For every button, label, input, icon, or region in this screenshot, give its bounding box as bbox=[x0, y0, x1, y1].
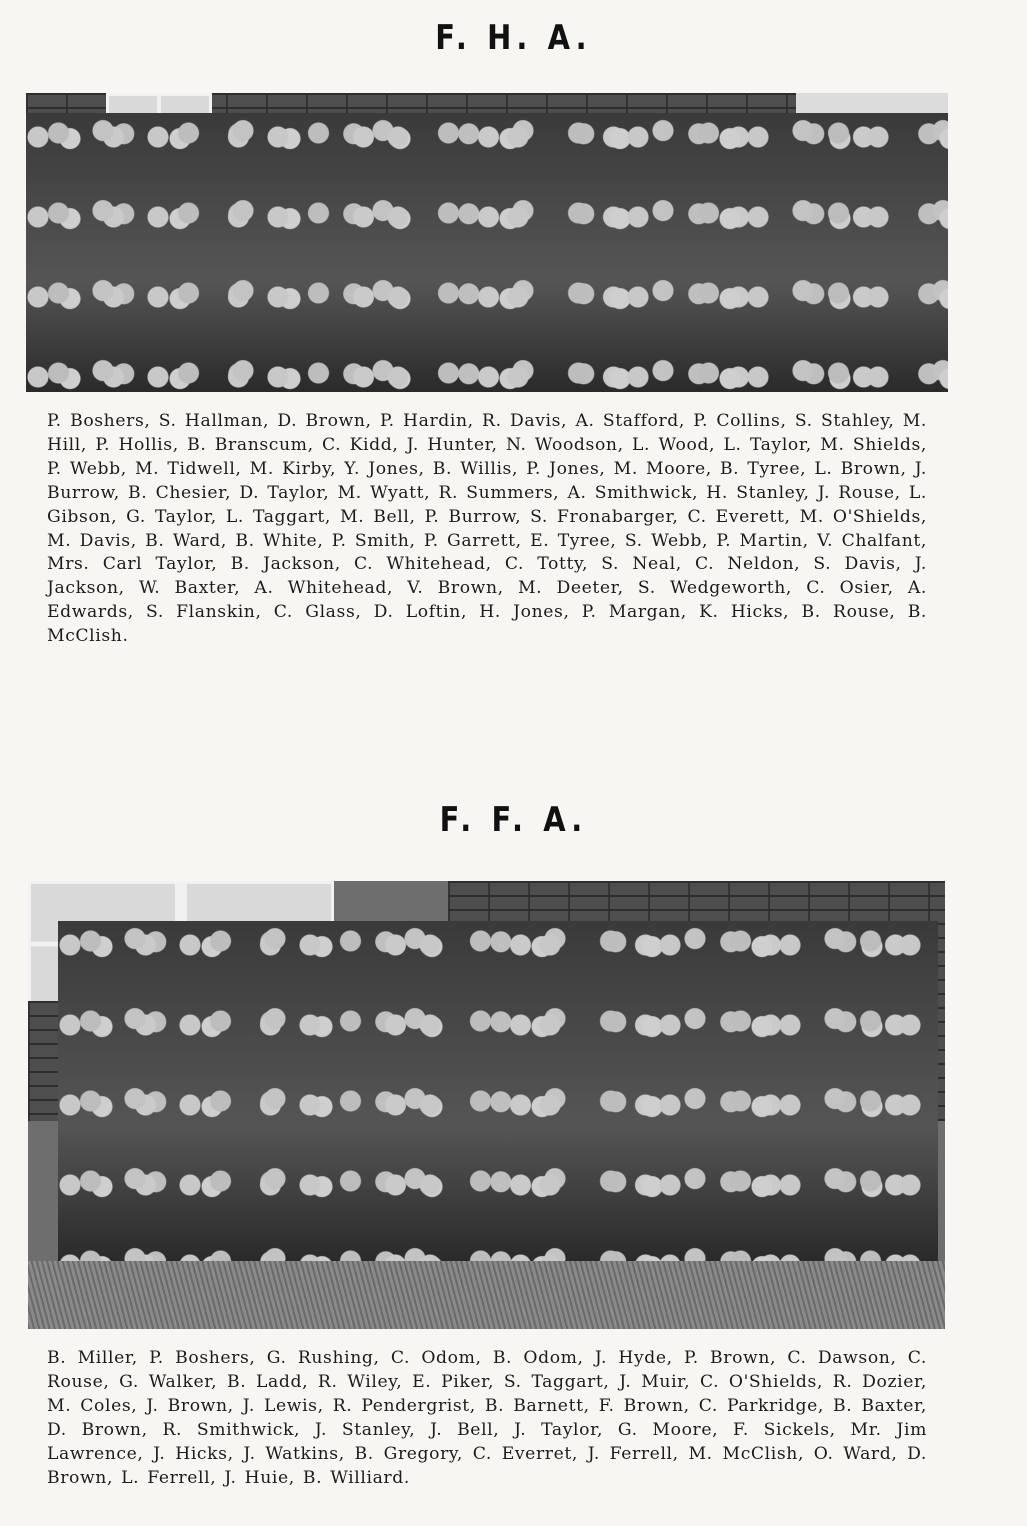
ffa-group-photo bbox=[28, 881, 945, 1329]
fha-heading: F. H. A. bbox=[435, 18, 592, 58]
fha-group-photo bbox=[26, 93, 948, 392]
group-of-students bbox=[26, 113, 948, 392]
fha-member-names: P. Boshers, S. Hallman, D. Brown, P. Hardin, R. Davis, A. Stafford, P. Collins, S. Stahley, M. Hill, P. Hollis, B. Branscum, C. Kidd, J. Hunter, N. Woodson, L. Wood, L. Taylor, M. Shields, P. Webb, M. Tidwell, M. Kirby, Y. Jones, B. Willis, P. Jones, M. Moore, B. Tyree, L. Brown, J. Burrow, B. Chesier, D. Taylor, M. Wyatt, R. Summers, A. Smithwick, H. Stanley, J. Rouse, L. Gibson, G. Taylor, L. Taggart, M. Bell, P. Burrow, S. Fronabarger, C. Everett, M. O'Shields, M. Davis, B. Ward, B. White, P. Smith, P. Garrett, E. Tyree, S. Webb, P. Martin, V. Chalfant, Mrs. Carl Taylor, B. Jackson, C. Whitehead, C. Totty, S. Neal, C. Neldon, S. Davis, J. Jackson, W. Baxter, A. Whitehead, V. Brown, M. Deeter, S. Wedgeworth, C. Osier, A. Edwards, S. Flanskin, C. Glass, D. Loftin, H. Jones, P. Margan, K. Hicks, B. Rouse, B. McClish. bbox=[47, 411, 927, 647]
group-of-students bbox=[58, 921, 938, 1261]
lawn bbox=[28, 1261, 945, 1329]
ffa-heading: F. F. A. bbox=[439, 800, 588, 840]
ffa-member-names: B. Miller, P. Boshers, G. Rushing, C. Odom, B. Odom, J. Hyde, P. Brown, C. Dawson, C. Rouse, G. Walker, B. Ladd, R. Wiley, E. Piker, S. Taggart, J. Muir, C. O'Shields, R. Dozier, M. Coles, J. Brown, J. Lewis, R. Pendergrist, B. Barnett, F. Brown, C. Parkridge, B. Baxter, D. Brown, R. Smithwick, J. Stanley, J. Bell, J. Taylor, G. Moore, F. Sickels, Mr. Jim Lawrence, J. Hicks, J. Watkins, B. Gregory, C. Everret, J. Ferrell, M. McClish, O. Ward, D. Brown, L. Ferrell, J. Huie, B. Williard. bbox=[47, 1348, 927, 1488]
